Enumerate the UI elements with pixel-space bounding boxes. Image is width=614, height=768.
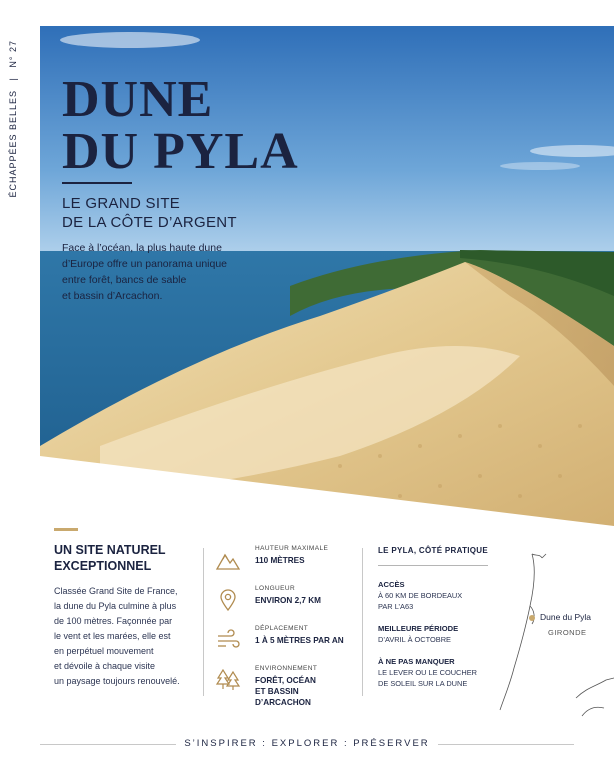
- fact-value-line: ET BASSIN D’ARCACHON: [255, 687, 311, 707]
- practical-divider: [378, 565, 488, 566]
- fact-value: 1 À 5 MÈTRES PAR AN: [255, 636, 344, 645]
- practical-item: [378, 623, 498, 645]
- title-divider: [62, 182, 132, 184]
- lead-paragraph: [62, 240, 262, 304]
- fact-value: 110 MÈTRES: [255, 556, 305, 565]
- section-title: [54, 542, 166, 574]
- map-marker-icon: [529, 615, 535, 621]
- subtitle-line-1: LE GRAND SITE: [62, 195, 181, 212]
- fact-item: [215, 585, 355, 619]
- body-line: le vent et les marées, elle est: [54, 631, 171, 641]
- column-divider: [203, 548, 204, 696]
- lead-line: Face à l’océan, la plus haute dune: [62, 242, 222, 254]
- lead-line: et bassin d’Arcachon.: [62, 290, 163, 302]
- practical-item-head: MEILLEURE PÉRIODE: [378, 624, 459, 633]
- forest-icon: [215, 667, 241, 693]
- title-line-1: DUNE: [62, 71, 214, 128]
- body-line: un paysage toujours renouvelé.: [54, 676, 180, 686]
- wind-icon: [215, 627, 241, 653]
- side-section-label: ÉCHAPPÉES BELLES: [8, 90, 18, 198]
- side-separator: |: [8, 77, 18, 81]
- footer-tagline-wrap: [40, 738, 574, 749]
- fact-label: DÉPLACEMENT: [255, 625, 309, 632]
- practical-item-head: ACCÈS: [378, 580, 405, 589]
- fact-item: [215, 545, 355, 579]
- fact-label: LONGUEUR: [255, 585, 296, 592]
- practical-heading: LE PYLA, CÔTÉ PRATIQUE: [378, 546, 489, 555]
- column-divider: [362, 548, 363, 696]
- body-line: de 100 mètres. Façonnée par: [54, 616, 173, 626]
- practical-item-head: À NE PAS MANQUER: [378, 657, 455, 666]
- map-place-label: Dune du Pyla: [540, 612, 592, 622]
- body-line: et dévoile à chaque visite: [54, 661, 156, 671]
- fact-value: ENVIRON 2,7 KM: [255, 596, 321, 605]
- fact-value: [255, 675, 355, 708]
- lead-line: entre forêt, bancs de sable: [62, 274, 187, 286]
- practical-item-line: LE LEVER OU LE COUCHER: [378, 668, 477, 677]
- gold-accent-rule: [54, 528, 78, 531]
- subtitle-line-2: DE LA CÔTE D’ARGENT: [62, 214, 237, 231]
- section-body: [54, 584, 194, 689]
- practical-info: [378, 546, 498, 700]
- practical-item-line: À 60 KM DE BORDEAUX: [378, 591, 463, 600]
- body-line: en perpétuel mouvement: [54, 646, 154, 656]
- fact-value-line: FORÊT, OCÉAN: [255, 676, 316, 685]
- practical-item-line: DE SOLEIL SUR LA DUNE: [378, 679, 468, 688]
- fact-item: [215, 625, 355, 659]
- body-line: Classée Grand Site de France,: [54, 586, 178, 596]
- side-issue-label: N° 27: [8, 40, 18, 68]
- title-line-2: DU PYLA: [62, 123, 299, 180]
- location-map: [496, 548, 614, 718]
- section-title-line-2: EXCEPTIONNEL: [54, 559, 152, 573]
- mountain-icon: [215, 547, 241, 573]
- practical-item: [378, 656, 498, 689]
- practical-item: [378, 579, 498, 612]
- fact-label: HAUTEUR MAXIMALE: [255, 545, 329, 552]
- subtitle: [62, 194, 237, 232]
- map-region-label: GIRONDE: [548, 628, 587, 637]
- footer-tagline: S’INSPIRER : EXPLORER : PRÉSERVER: [176, 738, 437, 749]
- body-line: la dune du Pyla culmine à plus: [54, 601, 177, 611]
- section-title-line-1: UN SITE NATUREL: [54, 543, 166, 557]
- fact-label: ENVIRONNEMENT: [255, 665, 318, 672]
- practical-item-line: D’AVRIL À OCTOBRE: [378, 635, 451, 644]
- fact-item: [215, 665, 355, 707]
- page-title: [62, 71, 299, 180]
- location-pin-icon: [215, 587, 241, 613]
- lead-line: d’Europe offre un panorama unique: [62, 258, 228, 270]
- practical-item-line: PAR L’A63: [378, 602, 414, 611]
- footer: [40, 738, 574, 749]
- side-label: [8, 40, 18, 198]
